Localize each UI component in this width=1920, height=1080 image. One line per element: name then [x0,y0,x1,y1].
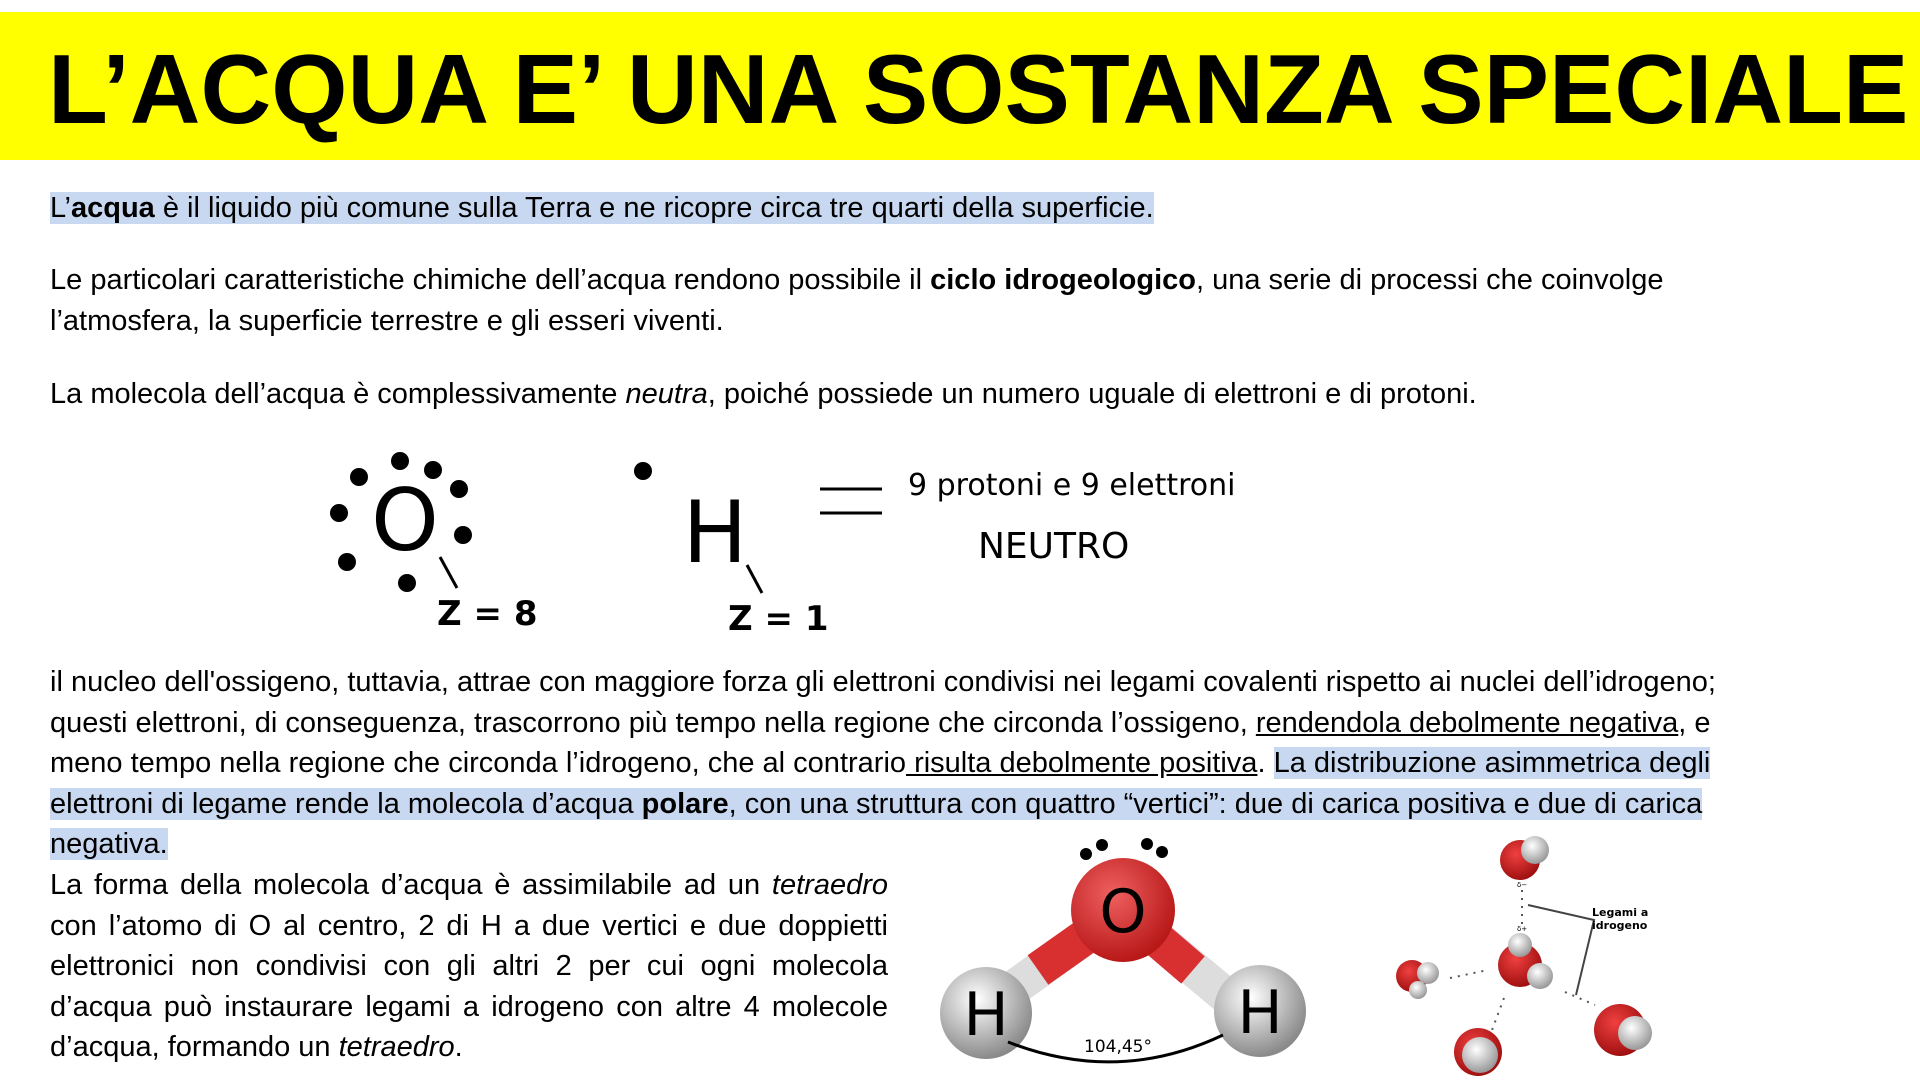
text: questi elettroni, di conseguenza, trascorrono più tempo nella regione che circonda l’ossigeno, [50,706,1256,739]
oxygen-symbol: O [371,471,439,571]
hydrogen-atomic-number: Z = 1 [728,599,829,639]
text: è il liquido più comune sulla Terra e ne ricopre circa tre quarti della superficie. [154,192,1154,224]
text: l’atmosfera, la superficie terrestre e gli esseri viventi. [50,304,724,337]
oxygen-atomic-number: Z = 8 [437,594,538,634]
hydrogen-label: H [963,980,1009,1050]
hydrogen-electron-dot [634,462,652,480]
hydrogen-atom [1527,963,1553,989]
hydrogen-atom [1462,1037,1498,1073]
hydrogen-atom [1508,933,1532,957]
hydrogen-label: H [1237,978,1283,1048]
paragraph-5 [50,865,888,1068]
text: Le particolari caratteristiche chimiche dell’acqua rendono possibile il [50,264,931,296]
text-italic: tetraedro [338,1031,455,1063]
neutral-label: NEUTRO [978,526,1130,567]
text-italic: tetraedro [771,869,888,901]
legend-label: idrogeno [1592,919,1648,932]
text: La forma della molecola d’acqua è assimilabile ad un [50,869,772,901]
hydrogen-atom [1417,962,1439,984]
legend-label: Legami a [1592,906,1649,919]
neutrality-diagram [300,440,1260,640]
text-italic: neutra [625,378,708,410]
hydrogen-bonds-diagram [1380,830,1680,1080]
pointer-line [440,557,457,588]
pointer-line [747,565,762,593]
paragraph-3 [50,374,1477,415]
paragraph-1 [50,188,1154,229]
lone-pair-dots [1080,838,1168,860]
text: , poiché possiede un numero uguale di elettroni e di protoni. [707,378,1477,410]
paragraph-2 [50,260,1663,341]
text-bold: ciclo idrogeologico [930,264,1196,296]
text: , con una struttura con quattro “vertici”: due di carica positiva e due di carica [728,787,1703,820]
text: . [454,1031,463,1063]
partial-charge: δ− [1517,881,1528,889]
text: . [1257,747,1274,779]
text-highlighted: La distribuzione asimmetrica degli [1273,747,1711,779]
text-highlighted: negativa. [50,828,168,860]
partial-charge: δ+ [1517,925,1528,933]
bond-angle-label: 104,45° [1084,1037,1152,1057]
text: elettroni di legame rende la molecola d’acqua [50,787,642,820]
text: con l’atomo di O al centro, 2 di H a due vertici e due doppietti elettronici non condivisi con gli altri 2 per cui ogni molecola d’acqua può instaurare legami a idrogeno con altre 4 molecole d’acqua, formando un [50,909,888,1063]
text-underlined: risulta debolmente positiva [906,747,1258,779]
hydrogen-symbol: H [682,483,748,583]
hydrogen-atom [1618,1016,1652,1050]
water-molecule-model [918,830,1308,1080]
page-title: L’ACQUA E’ UNA SOSTANZA SPECIALE [48,34,1909,144]
text: , e [1678,706,1711,739]
text: La molecola dell’acqua è complessivamente [50,378,626,410]
text: il nucleo dell'ossigeno, tuttavia, attrae con maggiore forza gli elettroni condivisi nei legami covalenti rispetto ai nuclei dell’idrogeno; [50,666,1716,698]
hydrogen-atom [1521,836,1549,864]
oxygen-label: O [1099,877,1147,947]
text-underlined: rendendola debolmente negativa [1255,706,1679,739]
text: , una serie di processi che coinvolge [1195,264,1664,296]
text: L’ [50,192,71,224]
text-bold: acqua [70,192,155,224]
protons-electrons-label: 9 protoni e 9 elettroni [908,468,1236,503]
hydrogen-atom [1409,981,1427,999]
text-bold: polare [641,787,729,820]
text: meno tempo nella regione che circonda l’idrogeno, che al contrario [50,747,907,779]
